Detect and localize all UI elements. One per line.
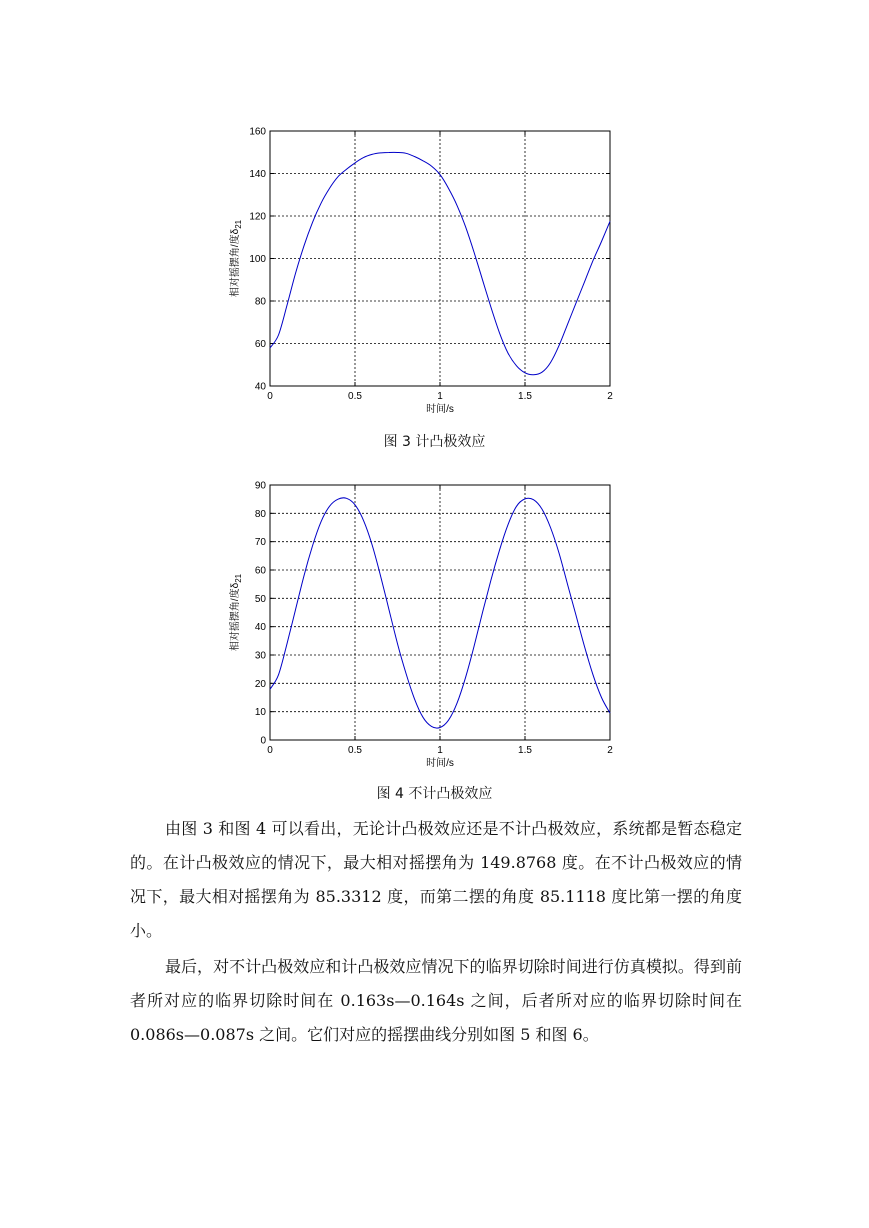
y-tick-label: 20 [254,678,266,690]
y-tick-label: 140 [249,169,266,180]
x-tick-label: 0.5 [348,745,362,756]
y-axis-label: 相对摇摆角/度$\delta_{21}$ [230,219,243,298]
y-tick-label: 80 [254,296,266,308]
figure-3-caption: 图 3 计凸极效应 [383,434,486,450]
y-tick-label: 40 [254,622,266,634]
x-tick-label: 1 [437,391,443,402]
figure-4-caption: 图 4 不计凸极效应 [376,786,493,802]
y-tick-label: 160 [249,126,266,138]
x-axis-label: 时间/s [426,758,454,769]
figure-4-svg [0,472,869,772]
x-tick-label: 0.5 [348,391,362,402]
y-tick-label: 10 [254,707,266,719]
body-paragraph-2: 最后，对不计凸极效应和计凸极效应情况下的临界切除时间进行仿真模拟。得到前者所对应的临界切除时间在 0.163s—0.164s 之间，后者所对应的临界切除时间在 0.086s—0.087s 之间。它们对应的摇摆曲线分别如图 5 和图 6。 [130,957,742,1044]
y-tick-label: 60 [254,565,266,577]
y-tick-label: 40 [254,381,266,393]
y-tick-label: 100 [249,254,266,265]
x-axis-label: 时间/s [426,404,454,415]
x-tick-label: 1.5 [518,745,532,756]
body-paragraph-1: 由图 3 和图 4 可以看出，无论计凸极效应还是不计凸极效应，系统都是暂态稳定的。在计凸极效应的情况下，最大相对摇摆角为 149.8768 度。在不计凸极效应的情况下，最大相对摇摆角为 85.3312 度，而第二摆的角度 85.1118 度比第一摆的角度小。 [130,819,742,940]
figure-3-svg [0,118,869,418]
y-tick-label: 30 [254,650,266,662]
x-tick-label: 0 [267,745,273,756]
x-tick-label: 2 [607,391,613,402]
x-tick-label: 1.5 [518,391,532,402]
y-tick-label: 50 [254,593,266,605]
y-tick-label: 90 [254,480,266,492]
y-tick-label: 120 [249,211,266,223]
x-tick-label: 0 [267,391,273,402]
x-tick-label: 1 [437,745,443,756]
y-axis-label: 相对摇摆角/度$\delta_{21}$ [230,573,243,652]
y-tick-label: 0 [260,735,266,747]
y-tick-label: 60 [254,339,266,350]
x-tick-label: 2 [607,745,613,756]
y-tick-label: 80 [254,508,266,520]
y-tick-label: 70 [254,537,266,549]
figure-3-chart [0,118,869,422]
figure-4-chart [0,472,869,776]
